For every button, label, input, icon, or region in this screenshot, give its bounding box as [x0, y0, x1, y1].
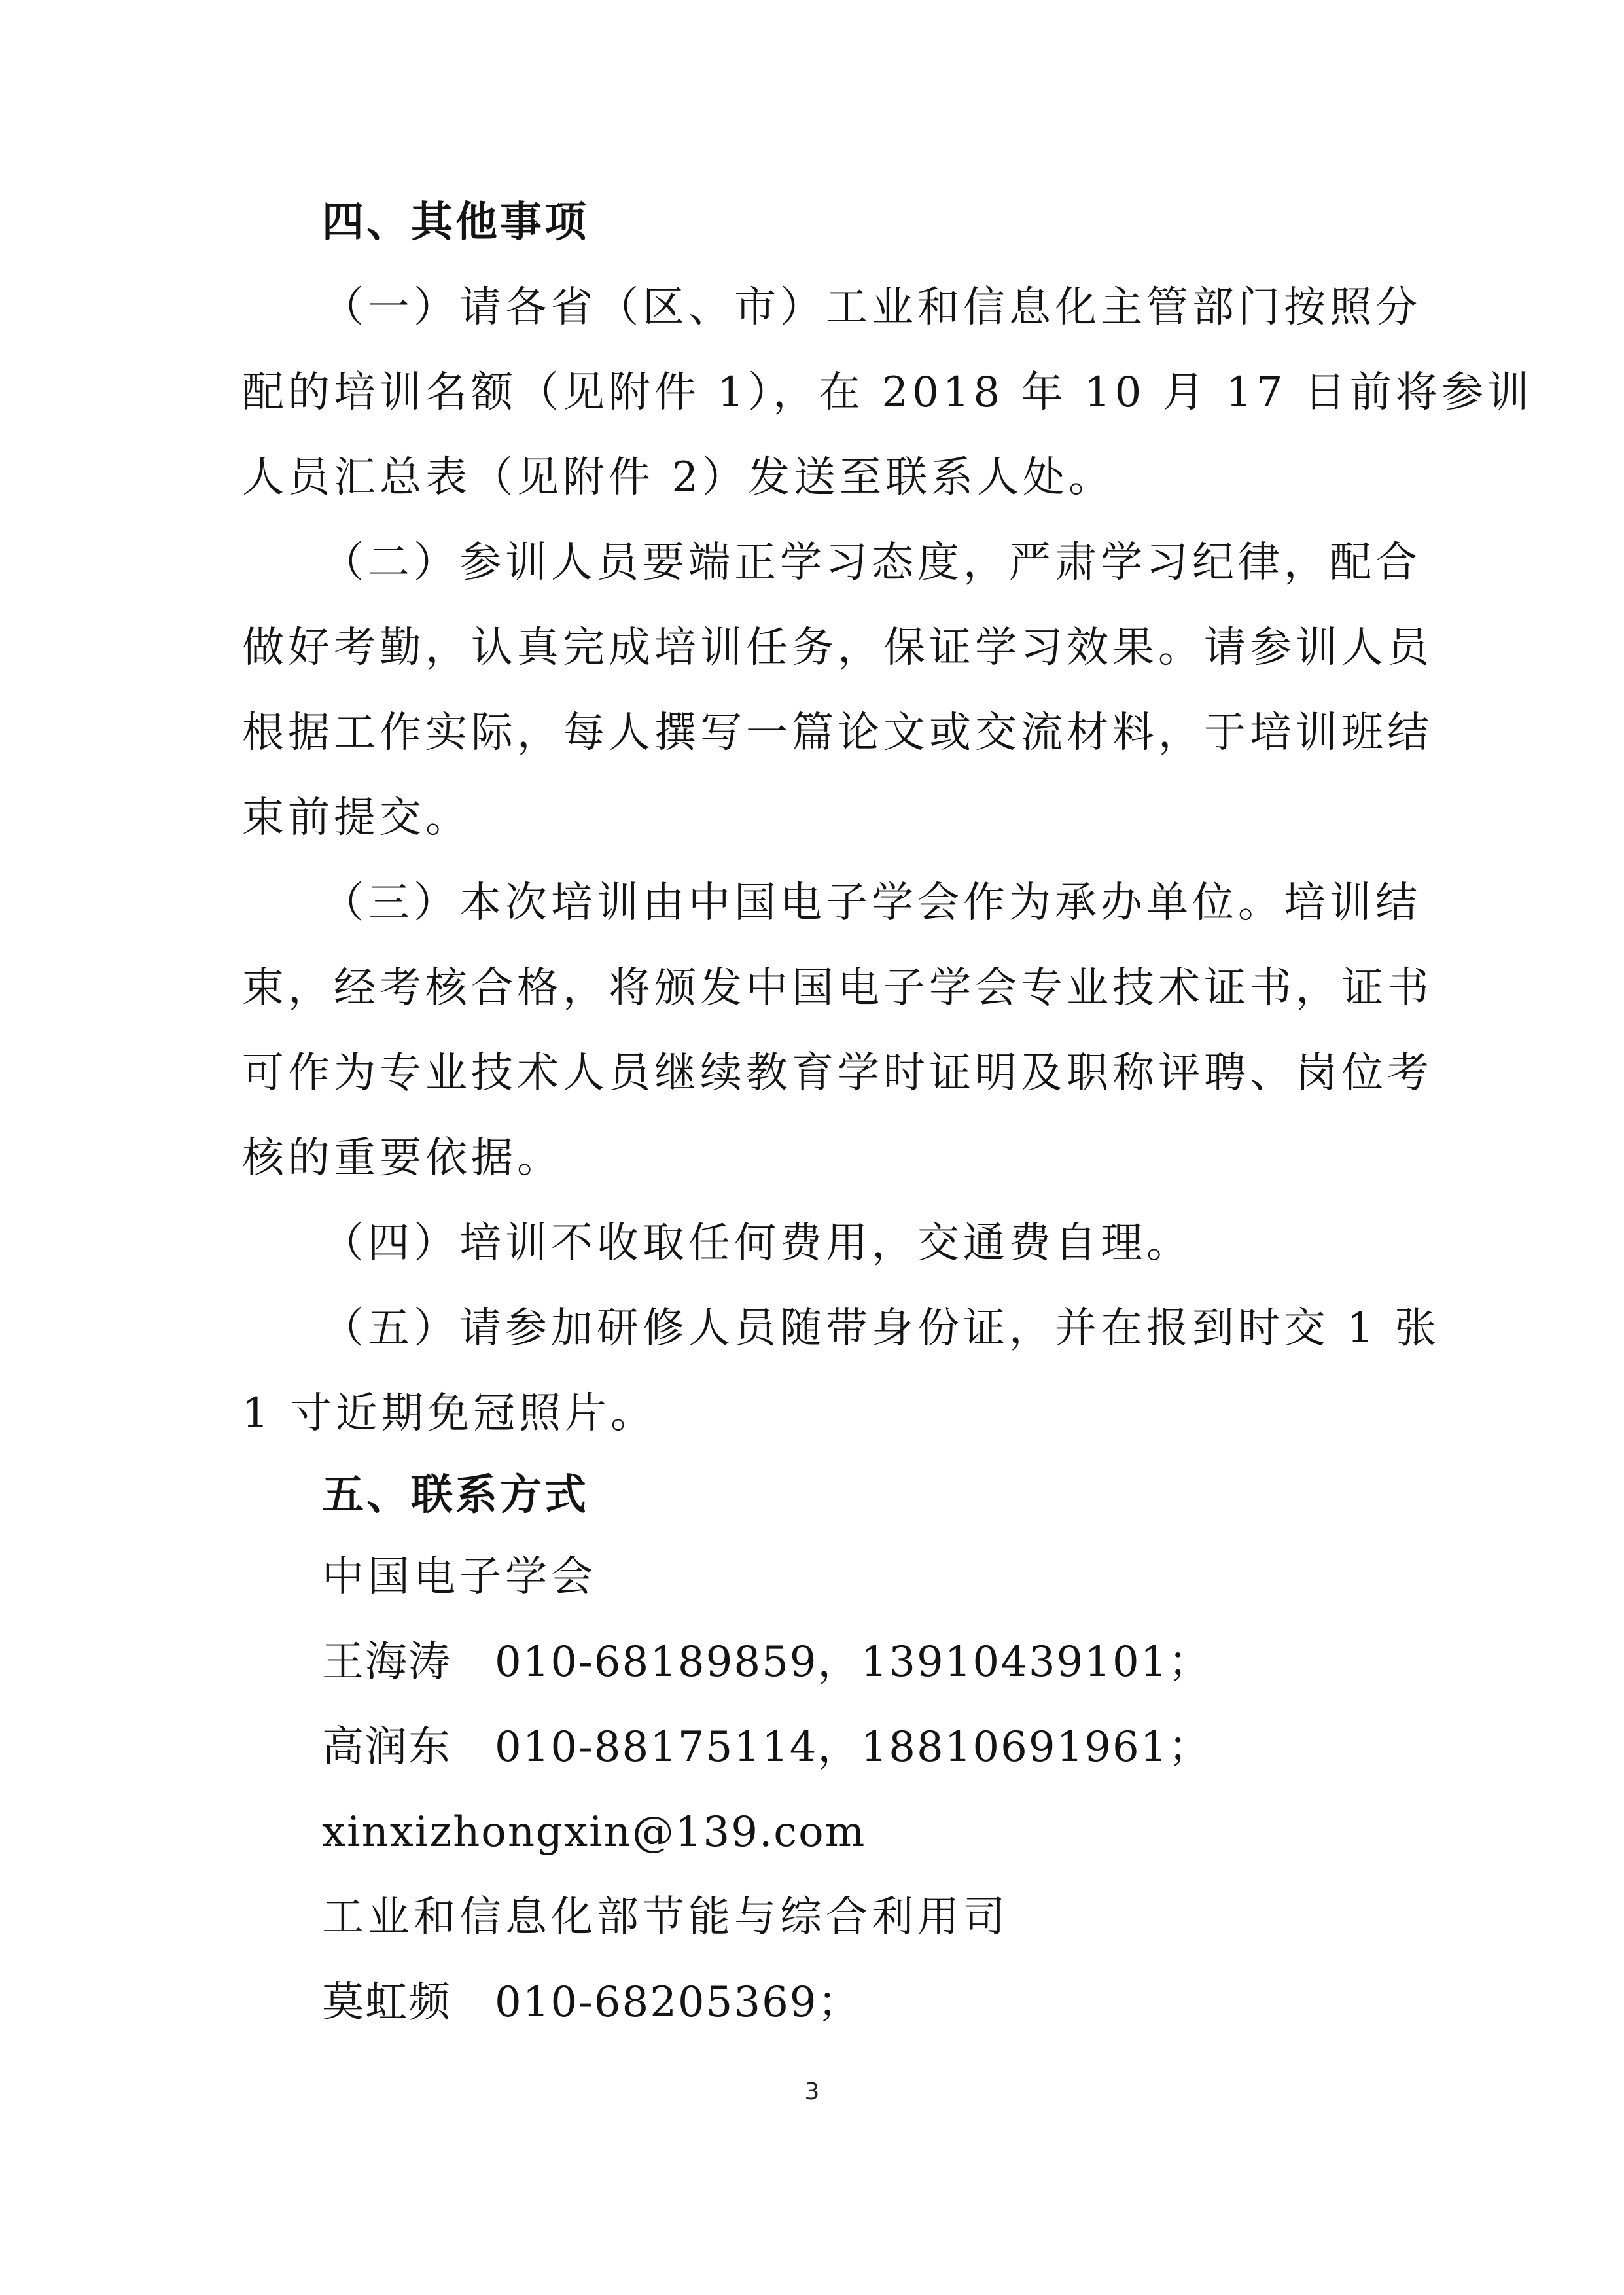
paragraph-item-2-line-2: 做好考勤，认真完成培训任务，保证学习效果。请参训人员: [242, 624, 1433, 672]
contact-org-2-name: 工业和信息化部节能与综合利用司: [322, 1893, 1009, 1942]
paragraph-item-3-line-4: 核的重要依据。: [242, 1134, 563, 1183]
section-heading-contact: 五、联系方式: [322, 1471, 589, 1520]
paragraph-item-5-line-1: （五）请参加研修人员随带身份证，并在报到时交 1 张: [322, 1304, 1441, 1353]
paragraph-item-3-line-1: （三）本次培训由中国电子学会作为承办单位。培训结: [322, 879, 1421, 927]
contact-email: xinxizhongxin@139.com: [322, 1808, 866, 1857]
paragraph-item-1-line-2: 配的培训名额（见附件 1），在 2018 年 10 月 17 日前将参训: [242, 368, 1533, 417]
section-heading-other-matters: 四、其他事项: [322, 198, 589, 247]
paragraph-item-2-line-1: （二）参训人员要端正学习态度，严肃学习纪律，配合: [322, 539, 1421, 587]
paragraph-item-1-line-3: 人员汇总表（见附件 2）发送至联系人处。: [242, 454, 1115, 502]
paragraph-item-2-line-3: 根据工作实际，每人撰写一篇论文或交流材料，于培训班结: [242, 709, 1433, 757]
paragraph-item-2-line-4: 束前提交。: [242, 794, 471, 842]
contact-org-name: 中国电子学会: [322, 1553, 597, 1601]
page-number: 3: [804, 2078, 820, 2105]
contact-person-2: 高润东 010-88175114，18810691961；: [322, 1723, 1212, 1771]
paragraph-item-3-line-3: 可作为专业技术人员继续教育学时证明及职称评聘、岗位考: [242, 1049, 1433, 1097]
paragraph-item-1-line-1: （一）请各省（区、市）工业和信息化主管部门按照分: [322, 283, 1421, 332]
contact-person-3: 莫虹频 010-68205369；: [322, 1978, 861, 2027]
paragraph-item-4-line-1: （四）培训不收取任何费用，交通费自理。: [322, 1219, 1192, 1268]
paragraph-item-5-line-2: 1 寸近期免冠照片。: [242, 1389, 657, 1438]
contact-person-1: 王海涛 010-68189859，13910439101；: [322, 1638, 1212, 1686]
paragraph-item-3-line-2: 束，经考核合格，将颁发中国电子学会专业技术证书，证书: [242, 964, 1433, 1012]
